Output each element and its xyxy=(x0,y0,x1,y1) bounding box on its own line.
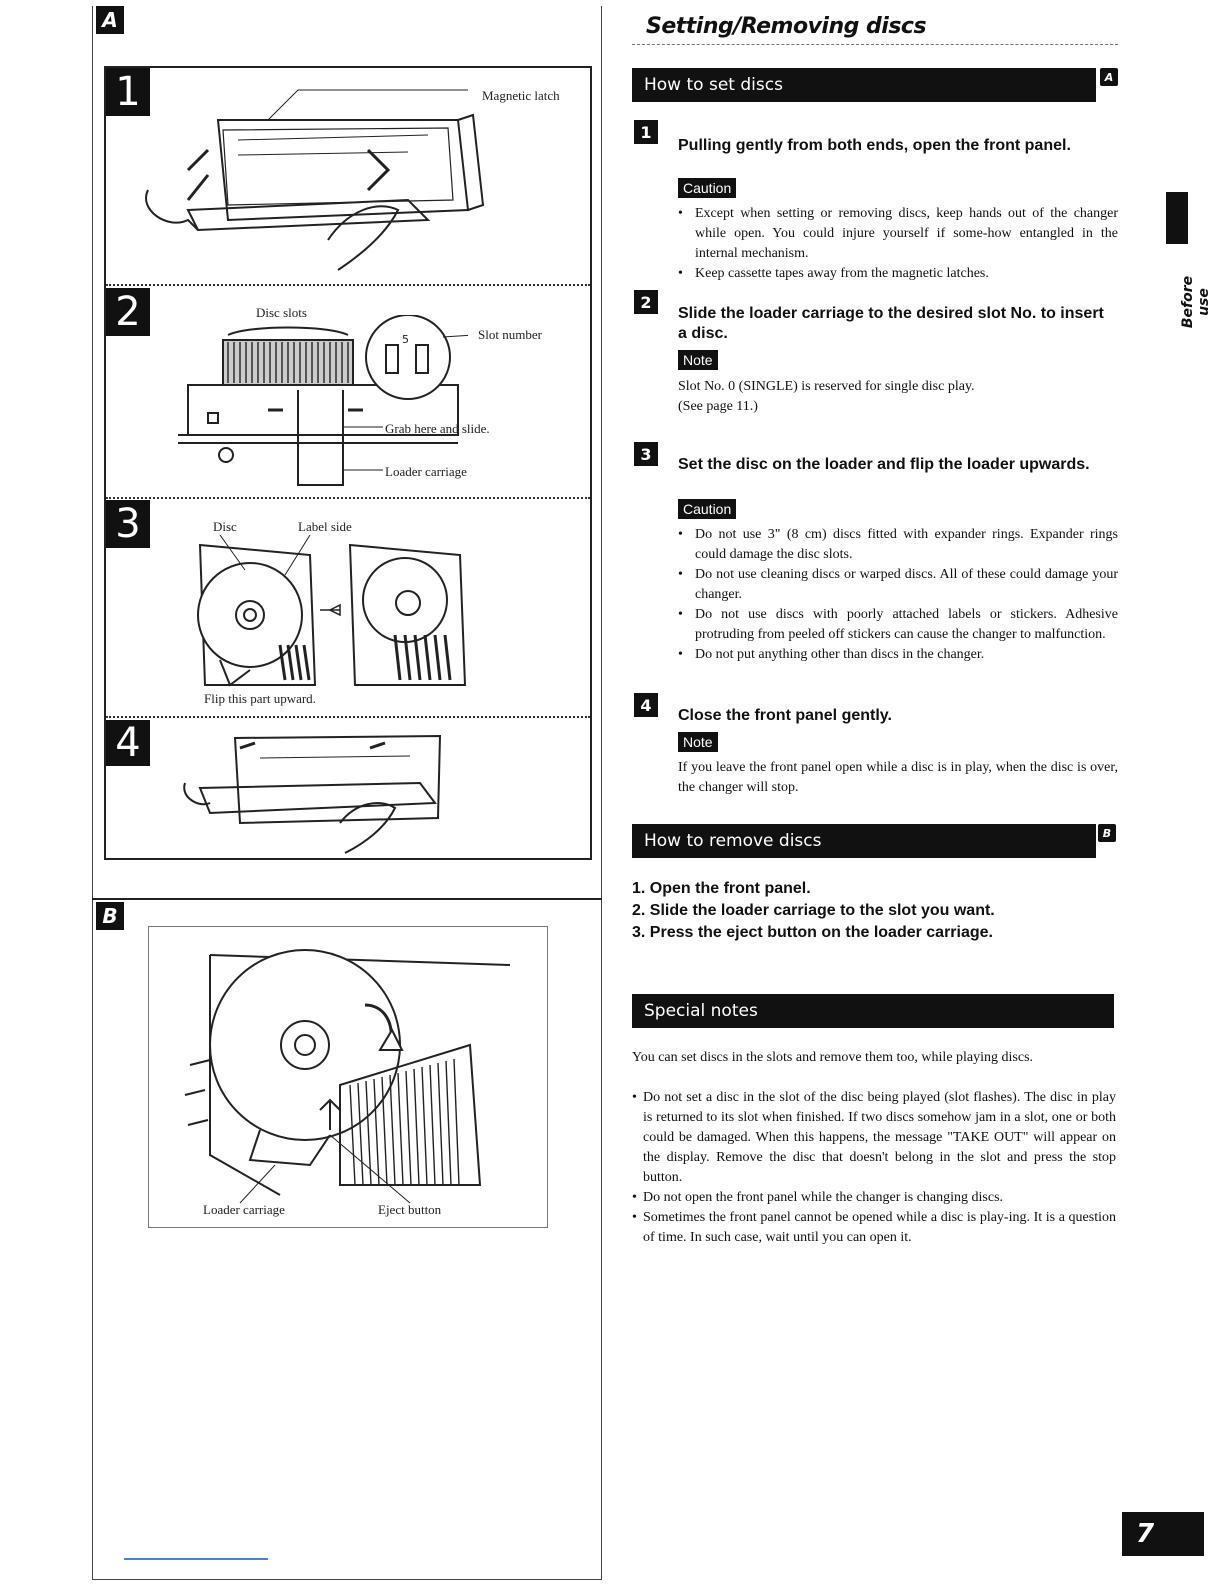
note-1-line-2: (See page 11.) xyxy=(678,399,758,414)
step-1-illustration xyxy=(128,80,488,280)
loader-carriage-callout-b: Loader carriage xyxy=(203,1202,285,1217)
grab-here-callout: Grab here and slide. xyxy=(385,421,490,436)
caution-1-item: • Keep cassette tapes away from the magnetic latches. xyxy=(678,264,1118,284)
slot-number-callout: Slot number xyxy=(478,327,542,342)
caution-1-list xyxy=(678,204,1118,284)
separator-2-3 xyxy=(106,497,590,499)
section-a-label: A xyxy=(96,6,124,34)
side-tab-marker xyxy=(1166,192,1188,244)
step-3-badge: 3 xyxy=(106,500,150,548)
set-step-3-heading: Set the disc on the loader and flip the loader upwards. xyxy=(678,456,1090,473)
side-tab-label: Before use xyxy=(1180,275,1212,329)
remove-discs-ref-badge: B xyxy=(1098,824,1116,842)
special-note-item: • Sometimes the front panel cannot be opened while a disc is play-ing. It is a question of time. In such case, wait until you can open it. xyxy=(632,1208,1116,1248)
bottom-blue-line xyxy=(124,1558,268,1560)
set-step-4-heading: Close the front panel gently. xyxy=(678,707,892,724)
remove-steps-list xyxy=(632,878,1112,944)
magnetic-latch-callout: Magnetic latch xyxy=(482,88,560,103)
disc-callout: Disc xyxy=(213,519,237,534)
special-notes-bar: Special notes xyxy=(632,994,1114,1028)
caution-tag-1: Caution xyxy=(678,178,736,198)
step-2-badge: 2 xyxy=(106,288,150,336)
remove-discs-bar: How to remove discs xyxy=(632,824,1096,858)
special-note-item: • Do not set a disc in the slot of the disc being played (slot flashes). The disc in play is returned to its slot when finished. If two discs somehow jam in a slot, one or both could be damaged. When this happens, the message "TAKE OUT" will appear on the display. Remove the disc that doesn't belong in the slot and press the stop button. xyxy=(632,1088,1116,1188)
remove-step: 3. Press the eject button on the loader carriage. xyxy=(632,924,993,941)
set-discs-ref-badge: A xyxy=(1100,68,1118,86)
remove-step: 2. Slide the loader carriage to the slot you want. xyxy=(632,902,995,919)
caution-1-item: • Except when setting or removing discs, keep hands out of the changer while open. You could injure yourself if some-how entangled in the internal mechanism. xyxy=(678,204,1118,264)
special-note-item: • Do not open the front panel while the changer is changing discs. xyxy=(632,1188,1116,1208)
page-title: Setting/Removing discs xyxy=(646,14,927,39)
disc-slots-callout: Disc slots xyxy=(256,305,307,320)
note-tag-2: Note xyxy=(678,732,718,752)
set-step-1-heading: Pulling gently from both ends, open the front panel. xyxy=(678,137,1071,154)
set-step-1-badge: 1 xyxy=(634,120,658,144)
caution-2-item: • Do not use cleaning discs or warped discs. All of these could damage your changer. xyxy=(678,565,1118,605)
section-separator xyxy=(92,898,602,900)
step-4-badge: 4 xyxy=(106,720,150,766)
caution-tag-2: Caution xyxy=(678,499,736,519)
step-1-badge: 1 xyxy=(106,68,150,116)
section-b-illustration xyxy=(180,935,530,1205)
page-number: 7 xyxy=(1122,1512,1204,1556)
loader-carriage-callout-2: Loader carriage xyxy=(385,464,467,479)
separator-1-2 xyxy=(106,284,590,286)
set-discs-bar: How to set discs xyxy=(632,68,1096,102)
note-1-line-1: Slot No. 0 (SINGLE) is reserved for single disc play. xyxy=(678,379,975,394)
step-3-illustration xyxy=(190,535,470,695)
separator-3-4 xyxy=(106,716,590,718)
section-b-label: B xyxy=(96,902,124,930)
note-tag-1: Note xyxy=(678,350,718,370)
title-rule xyxy=(632,44,1118,45)
set-step-2-badge: 2 xyxy=(634,290,658,314)
special-notes-intro: You can set discs in the slots and remove them too, while playing discs. xyxy=(632,1050,1034,1065)
label-side-callout: Label side xyxy=(298,519,352,534)
special-notes-list xyxy=(632,1088,1116,1248)
set-step-4-badge: 4 xyxy=(634,693,658,717)
set-step-3-badge: 3 xyxy=(634,442,658,466)
step-4-illustration xyxy=(180,728,450,856)
flip-part-callout: Flip this part upward. xyxy=(204,691,316,706)
eject-button-callout: Eject button xyxy=(378,1202,442,1217)
caution-2-list xyxy=(678,525,1118,665)
remove-step: 1. Open the front panel. xyxy=(632,880,811,897)
note-2-text: If you leave the front panel open while a disc is in play, when the disc is over, the changer will stop. xyxy=(678,760,1118,795)
caution-2-item: • Do not put anything other than discs in the changer. xyxy=(678,645,1118,665)
set-step-2-heading: Slide the loader carriage to the desired slot No. to insert a disc. xyxy=(678,305,1104,342)
caution-2-item: • Do not use discs with poorly attached labels or stickers. Adhesive protruding from peeled off stickers can cause the changer to malfunction. xyxy=(678,605,1118,645)
caution-2-item: • Do not use 3" (8 cm) discs fitted with expander rings. Expander rings could damage the disc slots. xyxy=(678,525,1118,565)
slot-digit: 5 xyxy=(402,333,409,346)
